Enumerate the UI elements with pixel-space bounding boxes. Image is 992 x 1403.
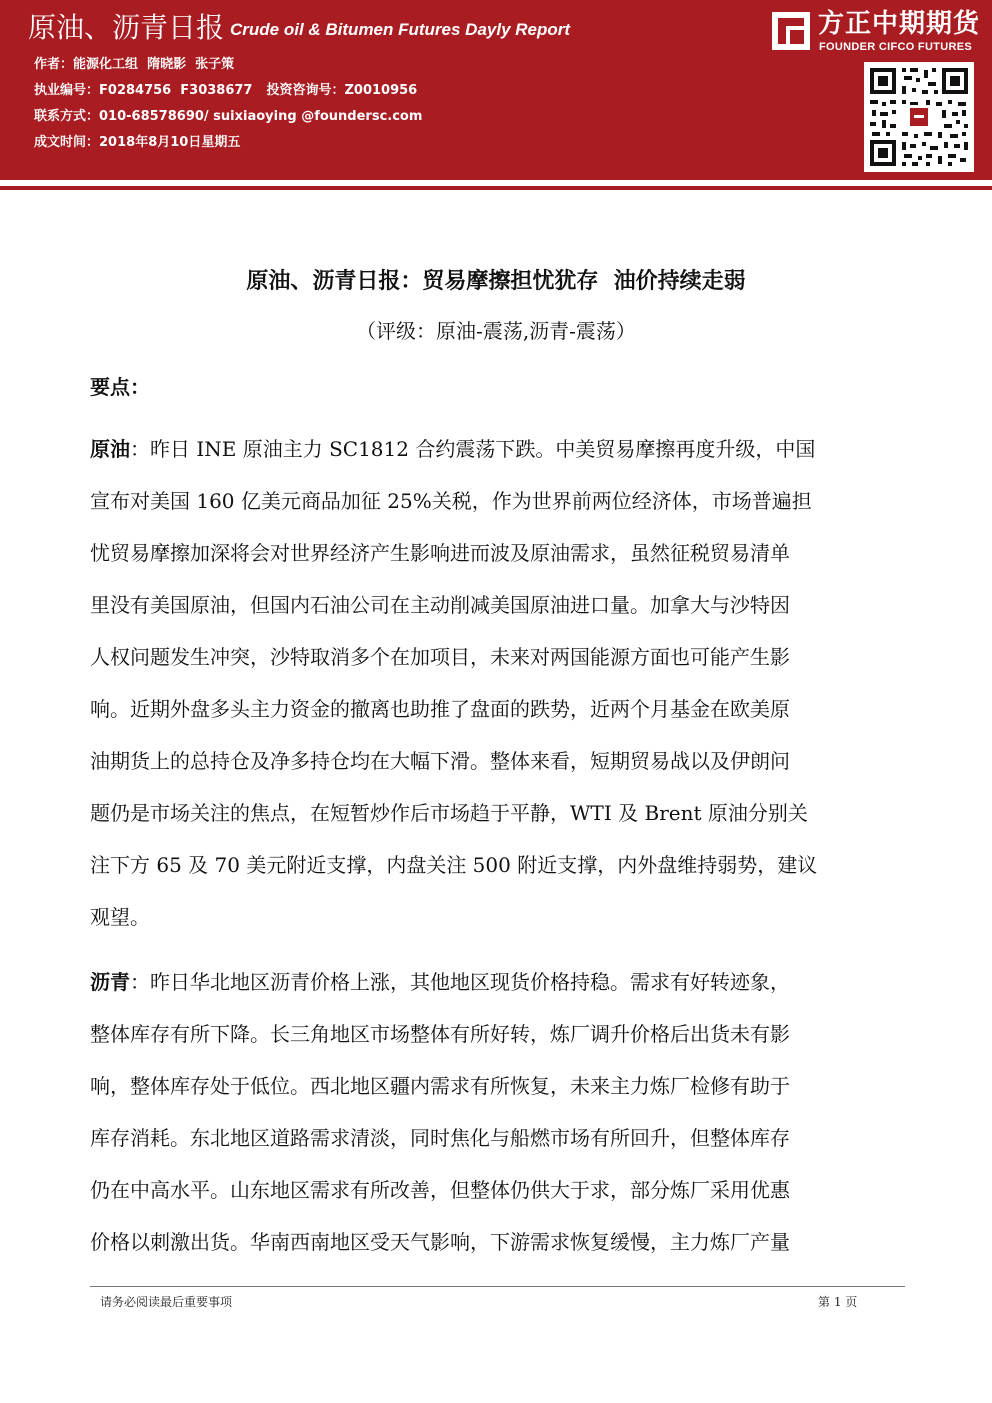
paragraph-line: 油期货上的总持仓及净多持仓均在大幅下滑。整体来看，短期贸易战以及伊朗问 xyxy=(90,749,790,773)
contact-label: 联系方式： xyxy=(34,109,100,124)
license-value: F0284756 F3038677 xyxy=(99,83,253,98)
license-label: 执业编号： xyxy=(34,83,100,98)
logo-text-en: FOUNDER CIFCO FUTURES xyxy=(819,41,972,53)
logo-text-cn: 方正中期期货 xyxy=(818,9,981,39)
paragraph-line: 库存消耗。东北地区道路需求清淡，同时焦化与船燃市场有所回升，但整体库存 xyxy=(90,1126,790,1150)
consult-label: 投资咨询号： xyxy=(266,83,345,98)
contact-value: 010-68578690/ suixiaoying @foundersc.com xyxy=(99,109,423,124)
company-logo xyxy=(770,8,985,54)
paragraph-line: 整体库存有所下降。长三角地区市场整体有所好转，炼厂调升价格后出货未有影 xyxy=(90,1022,790,1046)
report-name-en: Crude oil & Bitumen Futures Dayly Report xyxy=(230,20,571,39)
rating: （评级：原油-震荡,沥青-震荡） xyxy=(356,319,636,343)
header-divider xyxy=(0,186,992,190)
paragraph-line: 仍在中高水平。山东地区需求有所改善，但整体仍供大于求，部分炼厂采用优惠 xyxy=(90,1178,790,1202)
founder-logo-icon xyxy=(772,12,810,50)
crude-oil-paragraph xyxy=(90,433,910,953)
paragraph-line: 价格以刺激出货。华南西南地区受天气影响，下游需求恢复缓慢，主力炼厂产量 xyxy=(90,1230,790,1254)
date-line xyxy=(34,134,240,152)
bitumen-paragraph xyxy=(90,966,910,1278)
author-label: 作者： xyxy=(34,57,74,72)
paragraph-line: 题仍是市场关注的焦点，在短暂炒作后市场趋于平静，WTI 及 Brent 原油分别关 xyxy=(90,801,808,825)
qr-code-icon xyxy=(864,62,974,172)
date-label: 成文时间： xyxy=(34,135,100,150)
consult-value: Z0010956 xyxy=(344,83,418,98)
paragraph-line: 观望。 xyxy=(90,905,150,929)
paragraph-line: 注下方 65 及 70 美元附近支撑，内盘关注 500 附近支撑，内外盘维持弱势，建议 xyxy=(90,853,818,877)
license-line xyxy=(34,82,417,100)
bitumen-lead: 沥青 xyxy=(90,970,130,994)
page-number: 第 1 页 xyxy=(818,1295,858,1309)
footer-divider xyxy=(90,1286,905,1287)
paragraph-line: 响，整体库存处于低位。西北地区疆内需求有所恢复，未来主力炼厂检修有助于 xyxy=(90,1074,790,1098)
paragraph-line: 响。近期外盘多头主力资金的撤离也助推了盘面的跌势，近两个月基金在欧美原 xyxy=(90,697,790,721)
paragraph-line: 忧贸易摩擦加深将会对世界经济产生影响进而波及原油需求，虽然征税贸易清单 xyxy=(90,541,790,565)
paragraph-line: 原油：昨日 INE 原油主力 SC1812 合约震荡下跌。中美贸易摩擦再度升级，中国 xyxy=(90,437,816,461)
author-line xyxy=(34,56,234,74)
author-value: 能源化工组 隋晓影 张子策 xyxy=(73,57,235,72)
keypoints-heading: 要点： xyxy=(90,375,150,399)
contact-line xyxy=(34,108,422,126)
paragraph-line: 沥青：昨日华北地区沥青价格上涨，其他地区现货价格持稳。需求有好转迹象， xyxy=(90,970,790,994)
page-title: 原油、沥青日报：贸易摩擦担忧犹存 油价持续走弱 xyxy=(246,269,746,294)
paragraph-line: 人权问题发生冲突，沙特取消多个在加项目，未来对两国能源方面也可能产生影 xyxy=(90,645,790,669)
paragraph-line: 里没有美国原油，但国内石油公司在主动削减美国原油进口量。加拿大与沙特因 xyxy=(90,593,790,617)
footer-notice: 请务必阅读最后重要事项 xyxy=(100,1295,233,1309)
crude-oil-lead: 原油 xyxy=(90,437,130,461)
date-value: 2018年8月10日星期五 xyxy=(99,135,241,150)
report-name: 原油、沥青日报 xyxy=(28,11,225,44)
paragraph-line: 宣布对美国 160 亿美元商品加征 25%关税，作为世界前两位经济体，市场普遍担 xyxy=(90,489,812,513)
